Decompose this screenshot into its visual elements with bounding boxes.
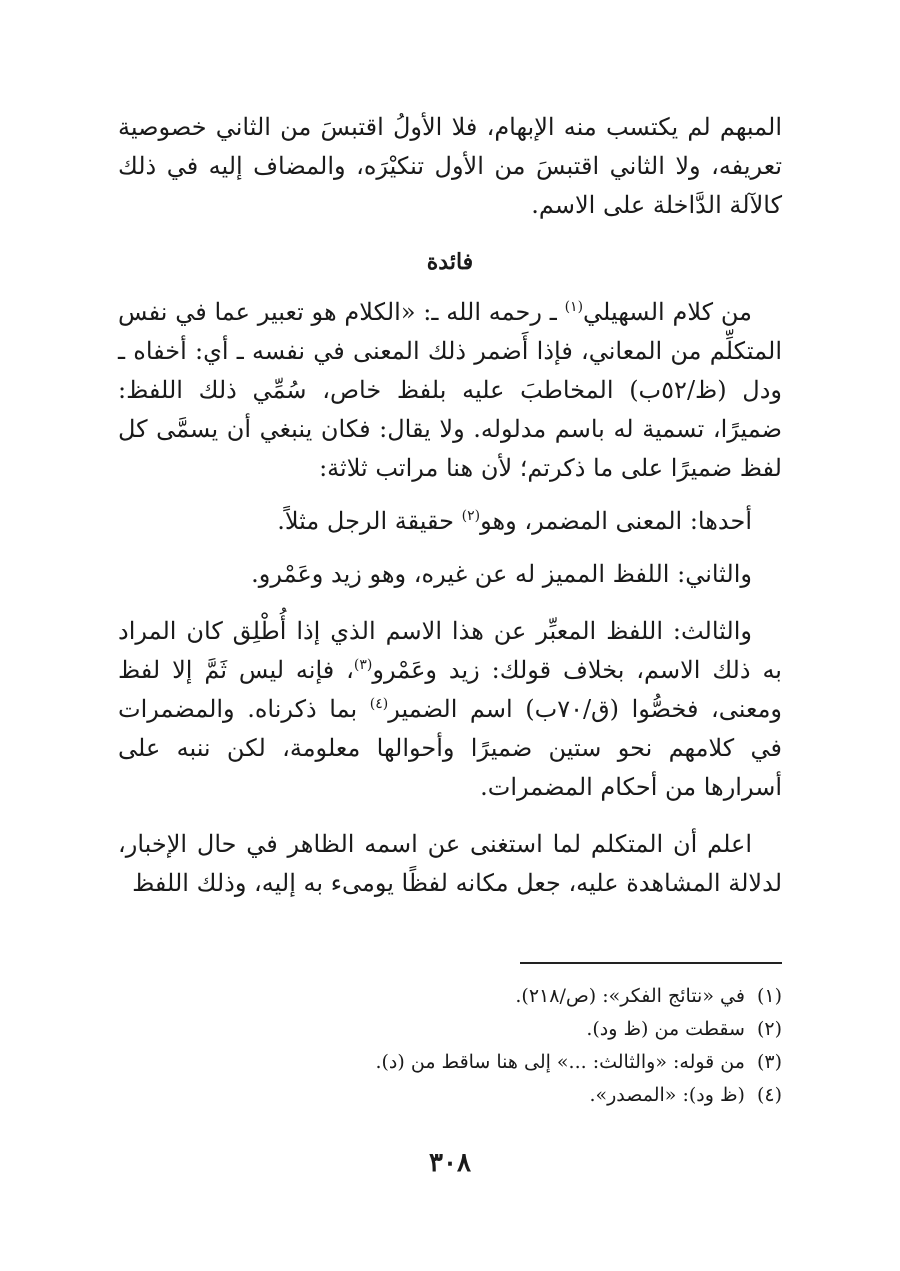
footnote-4 — [118, 1079, 782, 1112]
footnote-text: في «نتائج الفكر»: (ص/٢١٨). — [515, 985, 745, 1007]
rank-item-first — [118, 502, 782, 541]
footnote-ref-4[interactable]: (٤) — [369, 696, 389, 712]
rank-item-third-mid: ، فإنه ليس ثَمَّ إلا لفظ ومعنى، فخصُّوا (ق/٧٠ب) اسم الضمير — [118, 656, 783, 723]
footnote-1 — [118, 980, 782, 1013]
footnote-number: (٤) — [756, 1084, 782, 1106]
rank-item-third — [118, 612, 782, 807]
footnote-text: سقطت من (ظ ود). — [586, 1018, 745, 1040]
footnote-ref-3[interactable]: (٣) — [353, 657, 373, 673]
footnote-separator — [520, 962, 782, 964]
footnote-text: من قوله: «والثالث: ...» إلى هنا ساقط من (د). — [375, 1051, 745, 1073]
page-body — [118, 108, 782, 903]
quote-text-rest: ـ رحمه الله ـ: «الكلام هو تعبير عما في نفس المتكلِّم من المعاني، فإذا أَضمر ذلك المعنى في نفسه ـ أي: أخفاه ـ ودل (ظ/٥٢ب) المخاطبَ عليه بلفظ خاص، سُمِّي ذلك اللفظ: ضميرًا، تسمية له باسم مدلوله. ولا يقال: فكان ينبغي أن يسمَّى كل لفظ ضميرًا على ما ذكرتم؛ لأن هنا مراتب ثلاثة: — [118, 298, 783, 482]
rank-item-third-tail: بما ذكرناه. والمضمرات في كلامهم نحو ستين ضميرًا وأحوالها معلومة، لكن ننبه على أسرارها من أحكام المضمرات. — [118, 695, 782, 801]
footnote-number: (٣) — [756, 1051, 782, 1073]
paragraph-closing: اعلم أن المتكلم لما استغنى عن اسمه الظاهر في حال الإخبار، لدلالة المشاهدة عليه، جعل مكانه لفظًا يومىء به إليه، وذلك اللفظ — [118, 830, 782, 897]
section-heading: فائدة — [426, 249, 474, 275]
footnote-text: (ظ ود): «المصدر». — [589, 1084, 745, 1106]
rank-item-first-text: أحدها: المعنى المضمر، وهو — [480, 507, 752, 535]
footnote-2 — [118, 1013, 782, 1046]
rank-item-second: والثاني: اللفظ المميز له عن غيره، وهو زيد وعَمْرو. — [251, 560, 752, 588]
rank-item-first-tail: حقيقة الرجل مثلاً. — [277, 507, 462, 535]
paragraph-opening: المبهم لم يكتسب منه الإبهام، فلا الأولُ اقتبسَ من الثاني خصوصية تعريفه، ولا الثاني اقتبسَ من الأول تنكيْرَه، والمضاف إليه في ذلك كالآلة الدَّاخلة على الاسم. — [118, 113, 783, 219]
rank-item-third-text: والثالث: اللفظ المعبِّر عن هذا الاسم الذي إذا أُطْلِق كان المراد به ذلك الاسم، بخلاف قولك: زيد وعَمْرو — [118, 617, 782, 684]
paragraph-suhayli-quote — [118, 293, 782, 488]
footnote-3 — [118, 1046, 782, 1079]
footnote-ref-2[interactable]: (٢) — [461, 508, 481, 524]
page-number: ٣٠٨ — [429, 1148, 471, 1178]
footnotes — [118, 980, 782, 1112]
footnote-ref-1[interactable]: (١) — [564, 299, 584, 315]
footnote-number: (٢) — [756, 1018, 782, 1040]
quote-text-start: من كلام السهيلي — [583, 298, 753, 326]
footnote-number: (١) — [756, 985, 782, 1007]
